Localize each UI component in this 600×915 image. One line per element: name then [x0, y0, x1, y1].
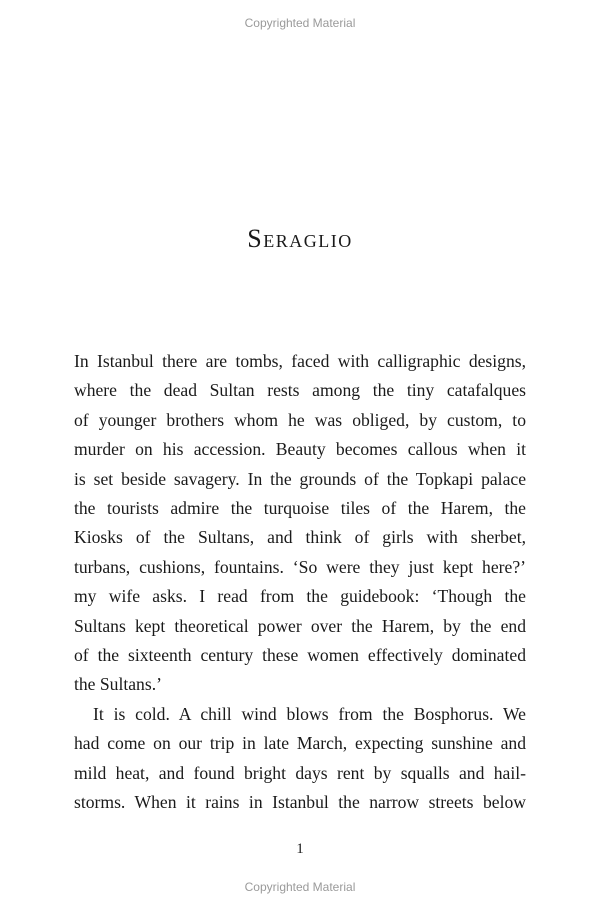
paragraph-1 — [74, 347, 526, 700]
text-line: murder on his accession. Beauty becomes callous when it — [74, 439, 526, 460]
text-line: turbans, cushions, fountains. ‘So were they just kept here?’ — [74, 556, 526, 577]
text-line: In Istanbul there are tombs, faced with calligraphic designs, — [74, 351, 526, 371]
text-line: the Sultans.’ — [74, 674, 162, 695]
text-line: where the dead Sultan rests among the tiny catafalques — [74, 380, 526, 401]
copyright-watermark-top: Copyrighted Material — [244, 16, 356, 30]
text-line: my wife asks. I read from the guidebook: ‘Though the — [74, 586, 526, 607]
text-line: of the sixteenth century these women effectively dominated — [74, 645, 526, 666]
text-line: Sultans kept theoretical power over the Harem, by the end — [74, 615, 526, 636]
body-text — [74, 347, 526, 818]
page-number: 1 — [296, 841, 304, 857]
text-line: the tourists admire the turquoise tiles of the Harem, the — [74, 498, 526, 519]
paragraph-2 — [74, 700, 526, 818]
text-line: storms. When it rains in Istanbul the narrow streets below — [74, 792, 526, 813]
text-line: mild heat, and found bright days rent by squalls and hail- — [74, 762, 526, 783]
text-line: is set beside savagery. In the grounds of the Topkapi palace — [74, 468, 526, 489]
text-line: had come on our trip in late March, expecting sunshine and — [74, 733, 526, 754]
text-line: of younger brothers whom he was obliged, by custom, to — [74, 409, 526, 430]
text-line: It is cold. A chill wind blows from the Bosphorus. We — [93, 703, 526, 724]
copyright-watermark-bottom: Copyrighted Material — [244, 880, 356, 894]
chapter-title: Seraglio — [247, 224, 353, 253]
text-line: Kiosks of the Sultans, and think of girls with sherbet, — [74, 527, 526, 548]
